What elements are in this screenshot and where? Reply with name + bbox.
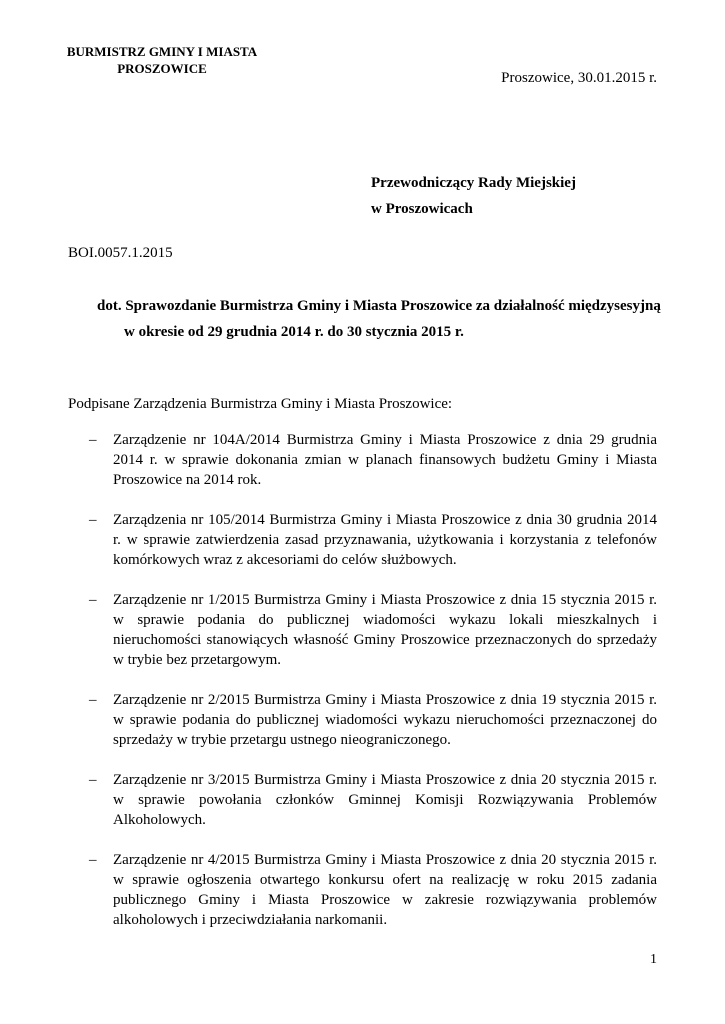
list-item (89, 590, 657, 670)
dash-bullet-icon: – (89, 852, 97, 868)
dash-bullet-icon: – (89, 772, 97, 788)
list-item (89, 510, 657, 570)
subject-block (97, 293, 661, 345)
issuer-heading (62, 43, 262, 77)
recipient-block (371, 170, 576, 222)
list-item (89, 430, 657, 490)
dash-bullet-icon: – (89, 512, 97, 528)
recipient-line-2: w Proszowicach (371, 201, 473, 217)
dash-bullet-icon: – (89, 592, 97, 608)
list-item (89, 770, 657, 830)
place-date: Proszowice, 30.01.2015 r. (501, 70, 657, 86)
page-number: 1 (650, 952, 657, 967)
issuer-line-1: BURMISTRZ GMINY I MIASTA (66, 44, 258, 59)
list-item-text: Zarządzenie nr 4/2015 Burmistrza Gminy i Miasta Proszowice z dnia 20 stycznia 2015 r. w sprawie ogłoszenia otwartego konkursu ofert na realizację w roku 2015 zadania publicznego Gminy i Miasta Proszowice w zakresie rozwiązywania problemów alkoholowych i przeciwdziałania narkomanii. (113, 852, 657, 928)
list-item (89, 690, 657, 750)
dash-bullet-icon: – (89, 692, 97, 708)
list-item-text: Zarządzenia nr 105/2014 Burmistrza Gminy i Miasta Proszowice z dnia 30 grudnia 2014 r. w sprawie zatwierdzenia zasad przyznawania, użytkowania i korzystania z telefonów komórkowych wraz z akcesoriami do celów służbowych. (113, 512, 657, 568)
list-item-text: Zarządzenie nr 104A/2014 Burmistrza Gminy i Miasta Proszowice z dnia 29 grudnia 2014 r. w sprawie dokonania zmian w planach finansowych budżetu Gminy i Miasta Proszowice na 2014 rok. (113, 432, 657, 488)
list-item (89, 850, 657, 930)
list-item-text: Zarządzenie nr 2/2015 Burmistrza Gminy i Miasta Proszowice z dnia 19 stycznia 2015 r. w sprawie podania do publicznej wiadomości wykazu nieruchomości przeznaczonej do sprzedaży w trybie przetargu ustnego nieograniczonego. (113, 692, 657, 748)
reference-number: BOI.0057.1.2015 (68, 245, 173, 261)
recipient-line-1: Przewodniczący Rady Miejskiej (371, 175, 576, 191)
intro-text: Podpisane Zarządzenia Burmistrza Gminy i Miasta Proszowice: (68, 396, 453, 412)
list-item-text: Zarządzenie nr 3/2015 Burmistrza Gminy i Miasta Proszowice z dnia 20 stycznia 2015 r. w sprawie powołania członków Gminnej Komisji Rozwiązywania Problemów Alkoholowych. (113, 772, 657, 828)
subject-line-2: w okresie od 29 grudnia 2014 r. do 30 stycznia 2015 r. (124, 324, 464, 340)
subject-line-1: dot. Sprawozdanie Burmistrza Gminy i Miasta Proszowice za działalność międzysesyjną (97, 298, 661, 314)
issuer-line-2: PROSZOWICE (117, 61, 207, 76)
ordinance-list (89, 430, 657, 950)
dash-bullet-icon: – (89, 432, 97, 448)
list-item-text: Zarządzenie nr 1/2015 Burmistrza Gminy i Miasta Proszowice z dnia 15 stycznia 2015 r. w sprawie podania do publicznej wiadomości wykazu lokali mieszkalnych i nieruchomości stanowiących własność Gminy Proszowice przeznaczonych do sprzedaży w trybie bez przetargowym. (113, 592, 657, 668)
